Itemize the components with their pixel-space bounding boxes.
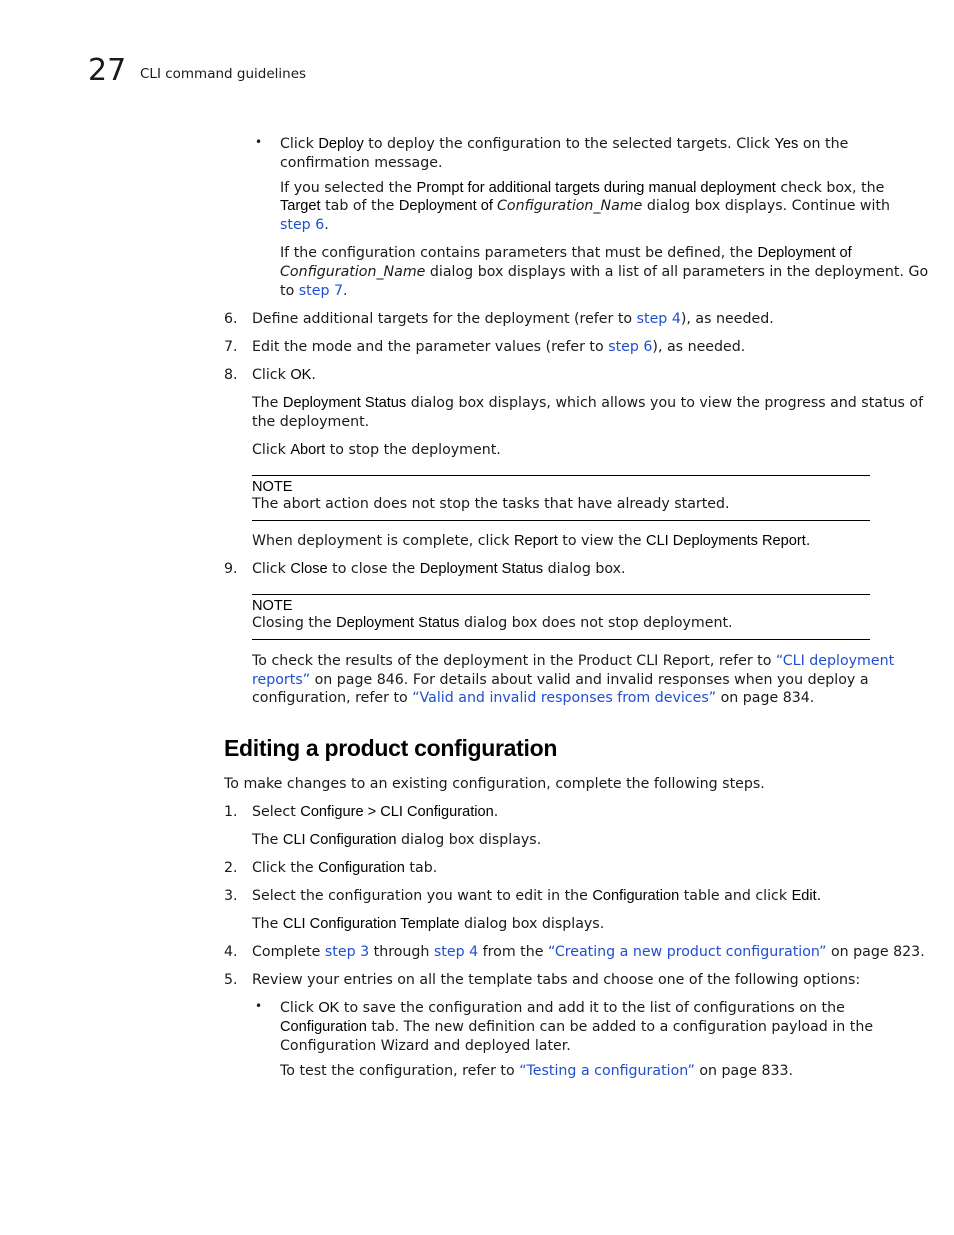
edit-step-1-result: The CLI Configuration dialog box displays. <box>252 832 542 848</box>
results-para-line2: reports” on page 846. For details about valid and invalid responses when you deploy a <box>252 672 869 688</box>
status-para-line1: The Deployment Status dialog box displays, which allows you to view the progress and status of <box>252 395 924 411</box>
test-config-para: To test the configuration, refer to “Testing a configuration” on page 833. <box>280 1063 794 1079</box>
testing-configuration-link[interactable]: “Testing a configuration” <box>519 1063 695 1079</box>
valid-invalid-responses-link[interactable]: “Valid and invalid responses from devices” <box>412 690 717 706</box>
step-4-link[interactable]: step 4 <box>636 311 681 327</box>
section-heading: Editing a product configuration <box>224 735 558 761</box>
note-bottom-rule <box>252 639 870 640</box>
chapter-title: CLI command guidelines <box>140 66 307 82</box>
step-number: 5. <box>224 972 238 988</box>
bullet-ok-line2: Configuration tab. The new definition can be added to a configuration payload in the <box>280 1019 874 1035</box>
prompt-para-line2: Target tab of the Deployment of Configuration_Name dialog box displays. Continue with <box>280 198 891 214</box>
results-para-line3: configuration, refer to “Valid and invalid responses from devices” on page 834. <box>252 690 815 706</box>
section-intro: To make changes to an existing configuration, complete the following steps. <box>224 776 765 792</box>
bullet-deploy-line2: confirmation message. <box>280 155 443 171</box>
abort-para: Click Abort to stop the deployment. <box>252 442 501 458</box>
bullet-dot: • <box>255 999 263 1013</box>
step-9-text: Click Close to close the Deployment Status dialog box. <box>252 561 626 577</box>
prompt-para-line1: If you selected the Prompt for additional targets during manual deployment check box, the <box>280 180 885 196</box>
note-label: NOTE <box>252 598 293 614</box>
bullet-deploy-line1: Click Deploy to deploy the configuration to the selected targets. Click Yes on the <box>280 136 849 152</box>
bullet-ok-line1: Click OK to save the configuration and add it to the list of configurations on the <box>280 1000 845 1016</box>
edit-step-2-text: Click the Configuration tab. <box>252 860 438 876</box>
step-number: 3. <box>224 888 238 904</box>
step-6-link[interactable]: step 6 <box>280 217 325 233</box>
step-6-link[interactable]: step 6 <box>608 339 653 355</box>
step-number: 1. <box>224 804 238 820</box>
step-7-link[interactable]: step 7 <box>298 283 343 299</box>
results-para-line1: To check the results of the deployment in the Product CLI Report, refer to “CLI deployment <box>252 653 895 669</box>
step-3-link[interactable]: step 3 <box>324 944 370 960</box>
edit-step-4-text: Complete step 3 through step 4 from the “Creating a new product configuration” on page 823. <box>252 944 925 960</box>
step-number: 4. <box>224 944 238 960</box>
step-number: 2. <box>224 860 238 876</box>
note-top-rule <box>252 594 870 595</box>
step-7-text: Edit the mode and the parameter values (refer to step 6), as needed. <box>252 339 746 355</box>
step-4-link[interactable]: step 4 <box>433 944 479 960</box>
step-8-text: Click OK. <box>252 367 316 383</box>
edit-step-5-text: Review your entries on all the template tabs and choose one of the following options: <box>252 972 861 988</box>
step-number: 9. <box>224 561 238 577</box>
complete-para: When deployment is complete, click Report to view the CLI Deployments Report. <box>252 533 811 549</box>
edit-step-1-text: Select Configure > CLI Configuration. <box>252 804 499 820</box>
step-number: 7. <box>224 339 238 355</box>
note-text: Closing the Deployment Status dialog box does not stop deployment. <box>252 615 733 631</box>
creating-product-configuration-link[interactable]: “Creating a new product configuration” <box>547 944 827 960</box>
chapter-number: 27 <box>88 53 127 88</box>
params-para-line2: Configuration_Name dialog box displays with a list of all parameters in the deployment. Go <box>280 264 929 280</box>
bullet-dot: • <box>255 135 263 149</box>
edit-step-3-text: Select the configuration you want to edit in the Configuration table and click Edit. <box>252 888 822 904</box>
cli-deployment-reports-link-cont[interactable]: reports” <box>252 672 311 688</box>
step-number: 6. <box>224 311 238 327</box>
step-6-text: Define additional targets for the deployment (refer to step 4), as needed. <box>252 311 774 327</box>
step-number: 8. <box>224 367 238 383</box>
note-bottom-rule <box>252 520 870 521</box>
status-para-line2: the deployment. <box>252 414 370 430</box>
bullet-ok-line3: Configuration Wizard and deployed later. <box>280 1038 571 1054</box>
params-para-line1: If the configuration contains parameters that must be defined, the Deployment of <box>280 245 852 261</box>
edit-step-3-result: The CLI Configuration Template dialog box displays. <box>252 916 605 932</box>
cli-deployment-reports-link[interactable]: “CLI deployment <box>775 653 895 669</box>
params-para-line3: to step 7. <box>280 283 348 299</box>
note-label: NOTE <box>252 479 293 495</box>
note-text: The abort action does not stop the tasks that have already started. <box>252 496 730 512</box>
prompt-para-line3: step 6. <box>280 217 329 233</box>
note-top-rule <box>252 475 870 476</box>
